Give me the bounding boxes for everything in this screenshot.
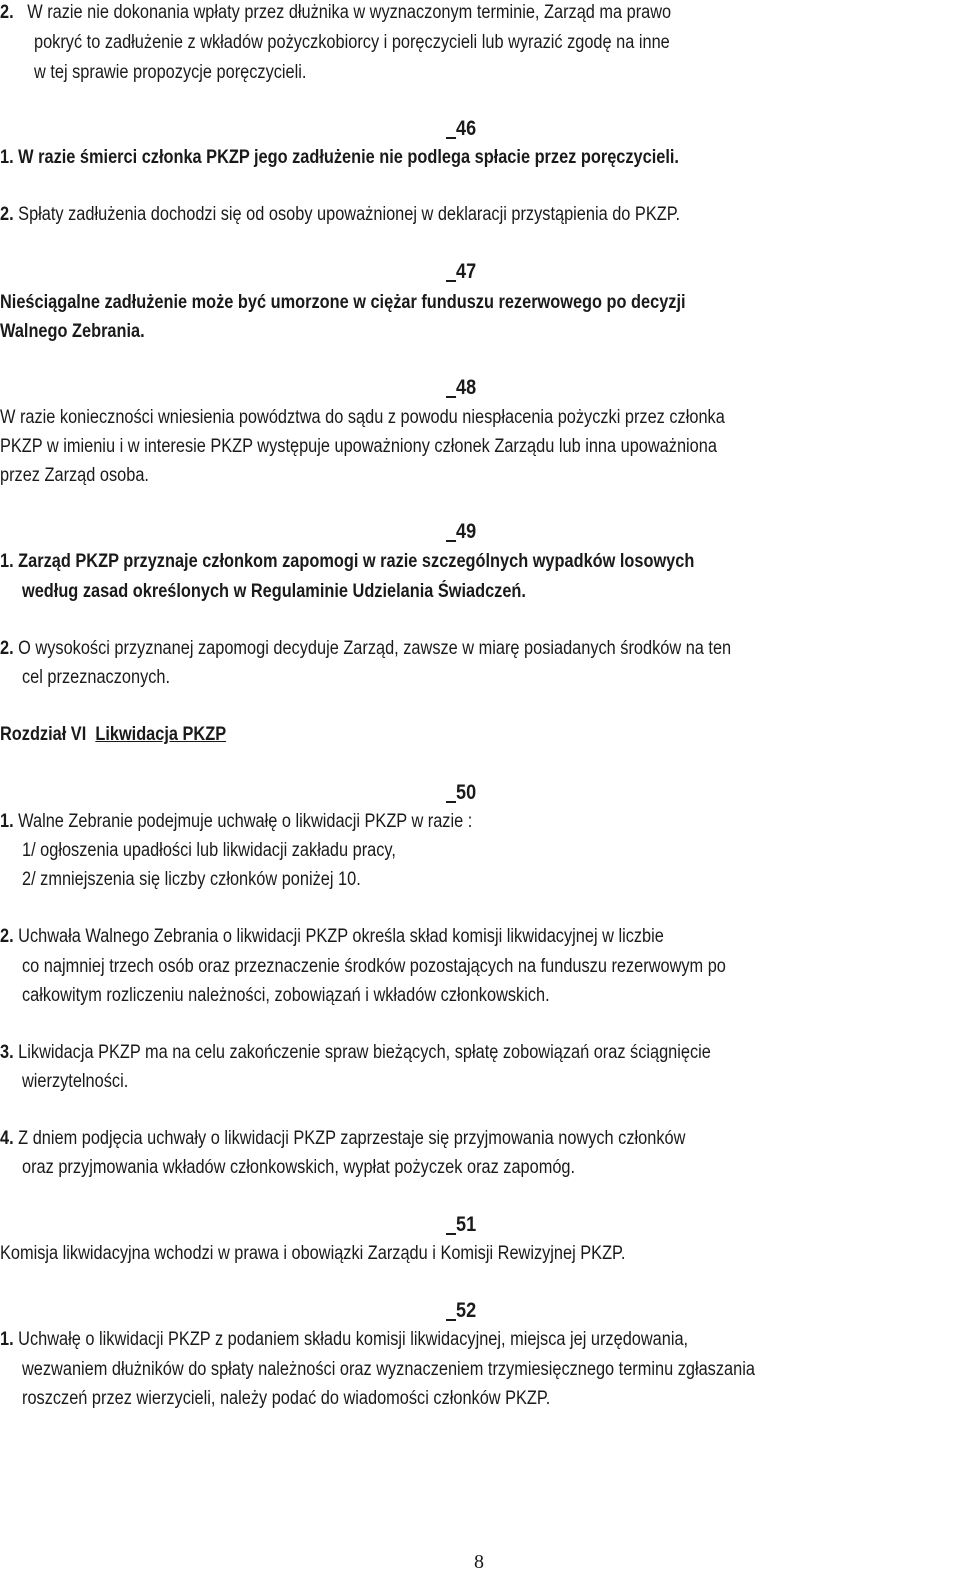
section-symbol bbox=[446, 117, 456, 140]
section-48-line-3: przez Zarząd osoba. bbox=[0, 465, 149, 486]
section-50-point-3-line-2: wierzytelności. bbox=[22, 1071, 129, 1092]
section-48-line-1: W razie konieczności wniesienia powództwa do sądu z powodu niespłacenia pożyczki przez członka bbox=[0, 407, 725, 428]
section-49-point-1-line-2: według zasad określonych w Regulaminie Udzielania Świadczeń. bbox=[22, 581, 526, 602]
section-50-point-1-line-3: 2/ zmniejszenia się liczby członków poniżej 10. bbox=[22, 869, 361, 890]
section-symbol bbox=[446, 260, 456, 283]
section-50-point-2-line-1: 2. Uchwała Walnego Zebrania o likwidacji PKZP określa skład komisji likwidacyjnej w liczbie bbox=[0, 926, 664, 947]
paragraph-number: 2. bbox=[0, 2, 14, 23]
section-50-point-2-line-2: co najmniej trzech osób oraz przeznaczenie środków pozostających na funduszu rezerwowym po bbox=[22, 956, 726, 977]
section-50-point-4-line-2: oraz przyjmowania wkładów członkowskich, wypłat pożyczek oraz zapomóg. bbox=[22, 1157, 576, 1178]
section-48-line-2: PKZP w imieniu i w interesie PKZP występuje upoważniony członek Zarządu lub inna upoważniona bbox=[0, 436, 717, 457]
section-46-heading: 46 bbox=[446, 116, 476, 142]
paragraph-2-line-2: pokryć to zadłużenie z wkładów pożyczkobiorcy i poręczycieli lub wyrazić zgodę na inne bbox=[34, 32, 670, 53]
section-52-line-3: roszczeń przez wierzycieli, należy podać do wiadomości członków PKZP. bbox=[22, 1388, 551, 1409]
page-number: 8 bbox=[474, 1551, 484, 1573]
section-symbol bbox=[446, 1299, 456, 1322]
section-52-line-2: wezwaniem dłużników do spłaty należności oraz wyznaczeniem trzymiesięcznego terminu zgłaszania bbox=[22, 1359, 755, 1380]
section-52-line-1: 1. Uchwałę o likwidacji PKZP z podaniem składu komisji likwidacyjnej, miejsca jej urzędowania, bbox=[0, 1329, 689, 1350]
section-47-line-1: Nieściągalne zadłużenie może być umorzone w ciężar funduszu rezerwowego po decyzji bbox=[0, 292, 686, 313]
section-50-point-4-line-1: 4. Z dniem podjęcia uchwały o likwidacji PKZP zaprzestaje się przyjmowania nowych członków bbox=[0, 1128, 686, 1149]
section-50-point-1-line-1: 1. Walne Zebranie podejmuje uchwałę o likwidacji PKZP w razie : bbox=[0, 811, 473, 832]
section-50-point-3-line-1: 3. Likwidacja PKZP ma na celu zakończenie spraw bieżących, spłatę zobowiązań oraz ściągnięcie bbox=[0, 1042, 711, 1063]
section-47-heading: 47 bbox=[446, 259, 476, 285]
section-49-heading: 49 bbox=[446, 519, 476, 545]
chapter-label: Rozdział VI bbox=[0, 724, 87, 745]
section-52-heading: 52 bbox=[446, 1298, 476, 1324]
section-49-point-2-line-1: 2. O wysokości przyznanej zapomogi decyduje Zarząd, zawsze w miarę posiadanych środków na ten bbox=[0, 638, 732, 659]
section-47-line-2: Walnego Zebrania. bbox=[0, 321, 145, 342]
paragraph-2-line-1 bbox=[0, 0, 671, 26]
section-49-point-1-line-1: 1. Zarząd PKZP przyznaje członkom zapomogi w razie szczególnych wypadków losowych bbox=[0, 551, 695, 572]
section-46-point-2: 2. Spłaty zadłużenia dochodzi się od osoby upoważnionej w deklaracji przystąpienia do PKZP. bbox=[0, 204, 681, 225]
paragraph-text: W razie nie dokonania wpłaty przez dłużnika w wyznaczonym terminie, Zarząd ma prawo bbox=[27, 2, 672, 23]
section-49-point-2-line-2: cel przeznaczonych. bbox=[22, 667, 171, 688]
section-50-heading: 50 bbox=[446, 780, 476, 806]
section-51-line-1: Komisja likwidacyjna wchodzi w prawa i obowiązki Zarządu i Komisji Rewizyjnej PKZP. bbox=[0, 1243, 626, 1264]
section-48-heading: 48 bbox=[446, 375, 476, 401]
chapter-title: Likwidacja PKZP bbox=[95, 724, 227, 745]
section-symbol bbox=[446, 376, 456, 399]
section-symbol bbox=[446, 520, 456, 543]
section-symbol bbox=[446, 1213, 456, 1236]
section-51-heading: 51 bbox=[446, 1212, 476, 1238]
section-50-point-1-line-2: 1/ ogłoszenia upadłości lub likwidacji zakładu pracy, bbox=[22, 840, 396, 861]
section-46-point-1: 1. W razie śmierci członka PKZP jego zadłużenie nie podlega spłacie przez poręczycieli. bbox=[0, 147, 679, 168]
section-symbol bbox=[446, 781, 456, 804]
chapter-heading bbox=[0, 722, 226, 748]
section-50-point-2-line-3: całkowitym rozliczeniu należności, zobowiązań i wkładów członkowskich. bbox=[22, 985, 550, 1006]
paragraph-2-line-3: w tej sprawie propozycje poręczycieli. bbox=[34, 62, 307, 83]
